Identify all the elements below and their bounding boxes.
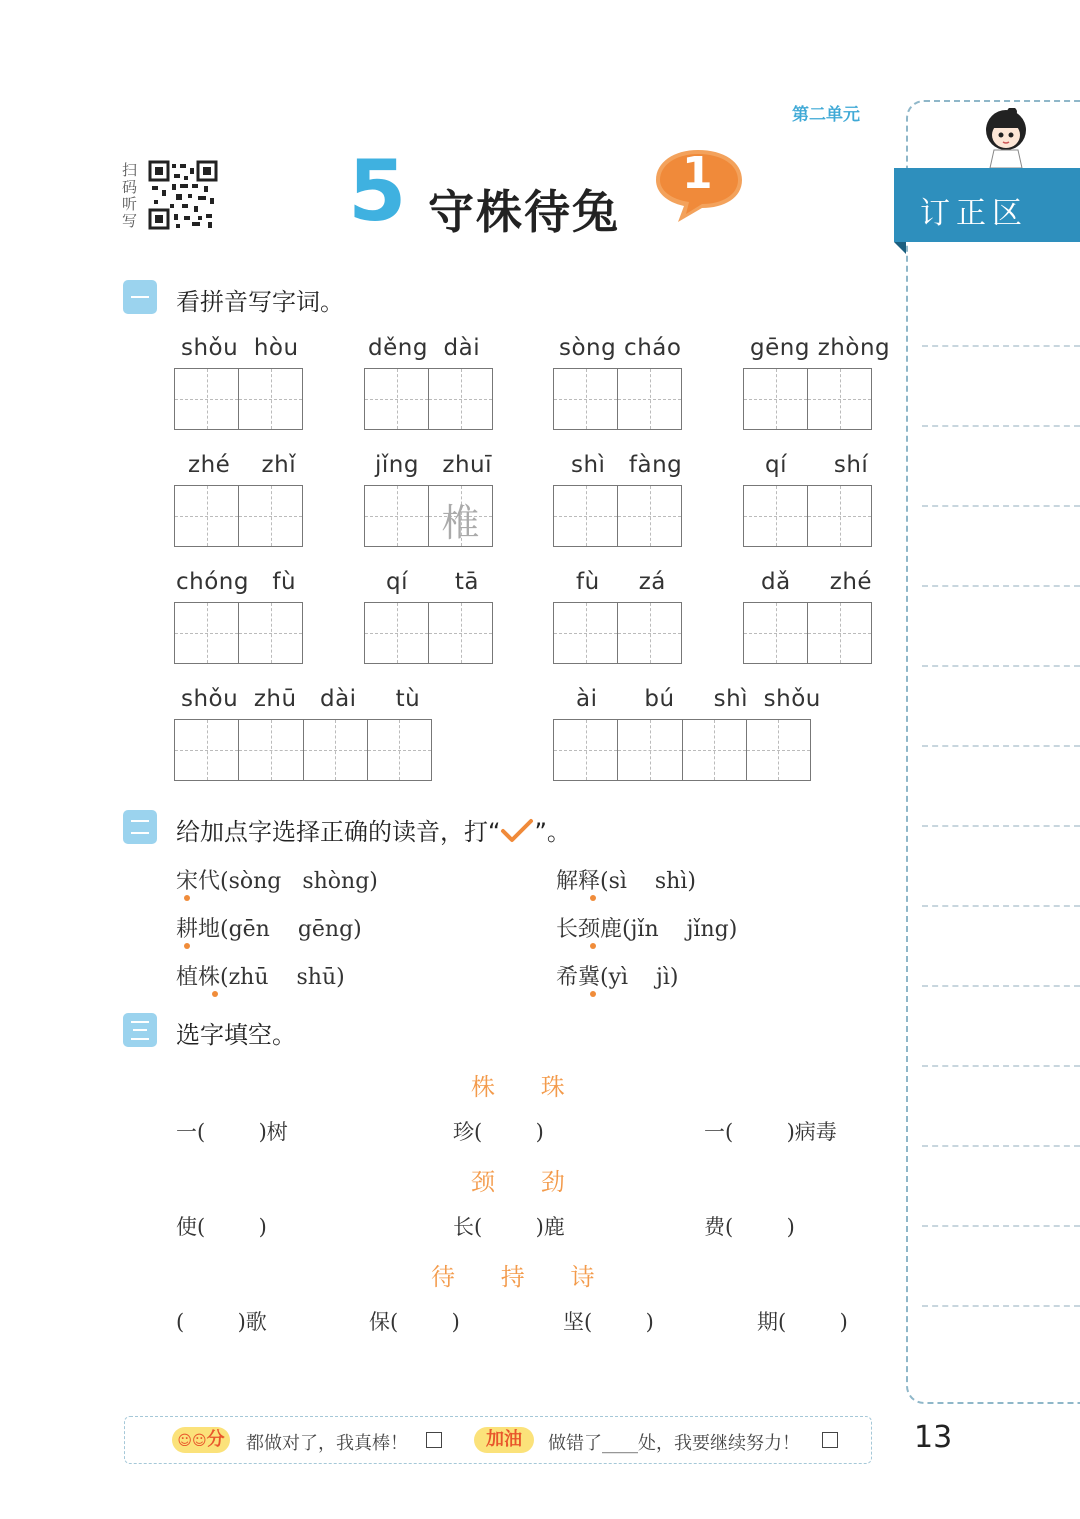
reading-option[interactable]: 耕地(gēn gēng) bbox=[176, 917, 362, 942]
writing-grid[interactable] bbox=[174, 485, 303, 547]
errors-checkbox[interactable] bbox=[822, 1432, 838, 1448]
fill-blank[interactable]: ( )歌 bbox=[176, 1310, 267, 1334]
reading-option[interactable]: 希冀(yì jì) bbox=[556, 965, 679, 990]
pinyin-label: qí tā bbox=[386, 569, 479, 595]
choice-characters: 待 持 诗 bbox=[431, 1263, 595, 1291]
full-score-label: 分 bbox=[206, 1429, 225, 1450]
smiley-icon: ☺☺ bbox=[177, 1433, 207, 1449]
fill-blank[interactable]: 坚( ) bbox=[563, 1310, 654, 1334]
reading-option[interactable]: 宋代(sòng shòng) bbox=[176, 869, 378, 894]
section-2-badge bbox=[123, 810, 157, 844]
section-3-title: 选字填空。 bbox=[176, 1021, 296, 1049]
cheer-badge: 加油 bbox=[474, 1427, 534, 1453]
writing-grid[interactable] bbox=[553, 602, 682, 664]
girl-avatar-icon bbox=[980, 108, 1032, 168]
lesson-number: 5 bbox=[348, 142, 407, 240]
pinyin-label: shǒu hòu bbox=[181, 335, 299, 361]
writing-grid[interactable] bbox=[174, 368, 303, 430]
emphasis-dot bbox=[590, 895, 596, 901]
reading-option[interactable]: 长颈鹿(jǐn jǐng) bbox=[556, 917, 738, 942]
choice-characters: 颈 劲 bbox=[471, 1168, 565, 1196]
part-badge bbox=[652, 144, 744, 224]
all-correct-text: 都做对了，我真棒！ bbox=[246, 1433, 408, 1454]
full-score-badge bbox=[172, 1427, 230, 1453]
lesson-title: 守株待兔 bbox=[428, 185, 620, 239]
hint-character: 椎 bbox=[441, 501, 480, 545]
pinyin-label: shǒu zhū dài tù bbox=[181, 686, 421, 712]
section-1-badge bbox=[123, 280, 157, 314]
pinyin-label: shì fàng bbox=[571, 452, 683, 478]
writing-grid[interactable] bbox=[364, 368, 493, 430]
correction-line[interactable] bbox=[922, 1305, 1080, 1307]
correction-line[interactable] bbox=[922, 745, 1080, 747]
choice-characters: 株 珠 bbox=[471, 1073, 565, 1101]
page-number: 13 bbox=[914, 1420, 953, 1455]
qr-label: 扫码听写 bbox=[122, 161, 138, 230]
fill-blank[interactable]: 费( ) bbox=[704, 1215, 795, 1239]
fill-blank[interactable]: 期( ) bbox=[757, 1310, 848, 1334]
section-2-title bbox=[176, 812, 571, 847]
section-2-title-end: ”。 bbox=[534, 818, 571, 846]
pinyin-label: zhé zhǐ bbox=[188, 452, 297, 478]
writing-grid[interactable] bbox=[743, 368, 872, 430]
correction-line[interactable] bbox=[922, 585, 1080, 587]
writing-grid[interactable] bbox=[174, 602, 303, 664]
emphasis-dot bbox=[590, 943, 596, 949]
fill-blank[interactable]: 一( )树 bbox=[176, 1120, 288, 1144]
fill-blank[interactable]: 珍( ) bbox=[453, 1120, 544, 1144]
fill-blank[interactable]: 一( )病毒 bbox=[704, 1120, 837, 1144]
pinyin-label: sòng cháo bbox=[559, 335, 682, 361]
reading-option[interactable]: 解释(sì shì) bbox=[556, 869, 696, 894]
writing-grid[interactable] bbox=[174, 719, 432, 781]
errors-text: 做错了____处，我要继续努力！ bbox=[548, 1433, 800, 1454]
fill-blank[interactable]: 保( ) bbox=[369, 1310, 460, 1334]
writing-grid[interactable] bbox=[364, 485, 493, 547]
emphasis-dot bbox=[184, 943, 190, 949]
writing-grid[interactable] bbox=[553, 485, 682, 547]
writing-grid[interactable] bbox=[364, 602, 493, 664]
pinyin-label: děng dài bbox=[368, 335, 481, 361]
part-number: 1 bbox=[682, 148, 713, 199]
correction-line[interactable] bbox=[922, 905, 1080, 907]
correction-line[interactable] bbox=[922, 825, 1080, 827]
all-correct-checkbox[interactable] bbox=[426, 1432, 442, 1448]
pinyin-label: qí shí bbox=[765, 452, 869, 478]
correction-line[interactable] bbox=[922, 665, 1080, 667]
emphasis-dot bbox=[212, 991, 218, 997]
fill-blank[interactable]: 长( )鹿 bbox=[453, 1215, 565, 1239]
correction-line[interactable] bbox=[922, 425, 1080, 427]
correction-line[interactable] bbox=[922, 1145, 1080, 1147]
emphasis-dot bbox=[184, 895, 190, 901]
section-2-title-text: 给加点字选择正确的读音，打“ bbox=[176, 818, 501, 846]
writing-grid[interactable] bbox=[743, 602, 872, 664]
banner-fold bbox=[894, 242, 906, 254]
section-1-title: 看拼音写字词。 bbox=[176, 288, 344, 316]
correction-line[interactable] bbox=[922, 1225, 1080, 1227]
correction-line[interactable] bbox=[922, 345, 1080, 347]
pinyin-label: chóng fù bbox=[176, 569, 297, 595]
qr-code-icon[interactable] bbox=[148, 160, 218, 230]
check-mark-icon bbox=[500, 818, 534, 844]
correction-title: 订正区 bbox=[920, 196, 1028, 231]
correction-line[interactable] bbox=[922, 1065, 1080, 1067]
correction-line[interactable] bbox=[922, 985, 1080, 987]
writing-grid[interactable] bbox=[553, 368, 682, 430]
pinyin-label: jǐng zhuī bbox=[375, 452, 493, 478]
emphasis-dot bbox=[590, 991, 596, 997]
section-3-badge bbox=[123, 1013, 157, 1047]
pinyin-label: gēng zhòng bbox=[750, 335, 891, 361]
pinyin-label: dǎ zhé bbox=[761, 569, 873, 595]
unit-label: 第二单元 bbox=[792, 105, 860, 125]
pinyin-label: fù zá bbox=[576, 569, 666, 595]
fill-blank[interactable]: 使( ) bbox=[176, 1215, 267, 1239]
reading-option[interactable]: 植株(zhū shū) bbox=[176, 965, 345, 990]
writing-grid[interactable] bbox=[743, 485, 872, 547]
writing-grid[interactable] bbox=[553, 719, 811, 781]
correction-panel[interactable] bbox=[906, 100, 1080, 1404]
pinyin-label: ài bú shì shǒu bbox=[576, 686, 821, 712]
correction-line[interactable] bbox=[922, 505, 1080, 507]
